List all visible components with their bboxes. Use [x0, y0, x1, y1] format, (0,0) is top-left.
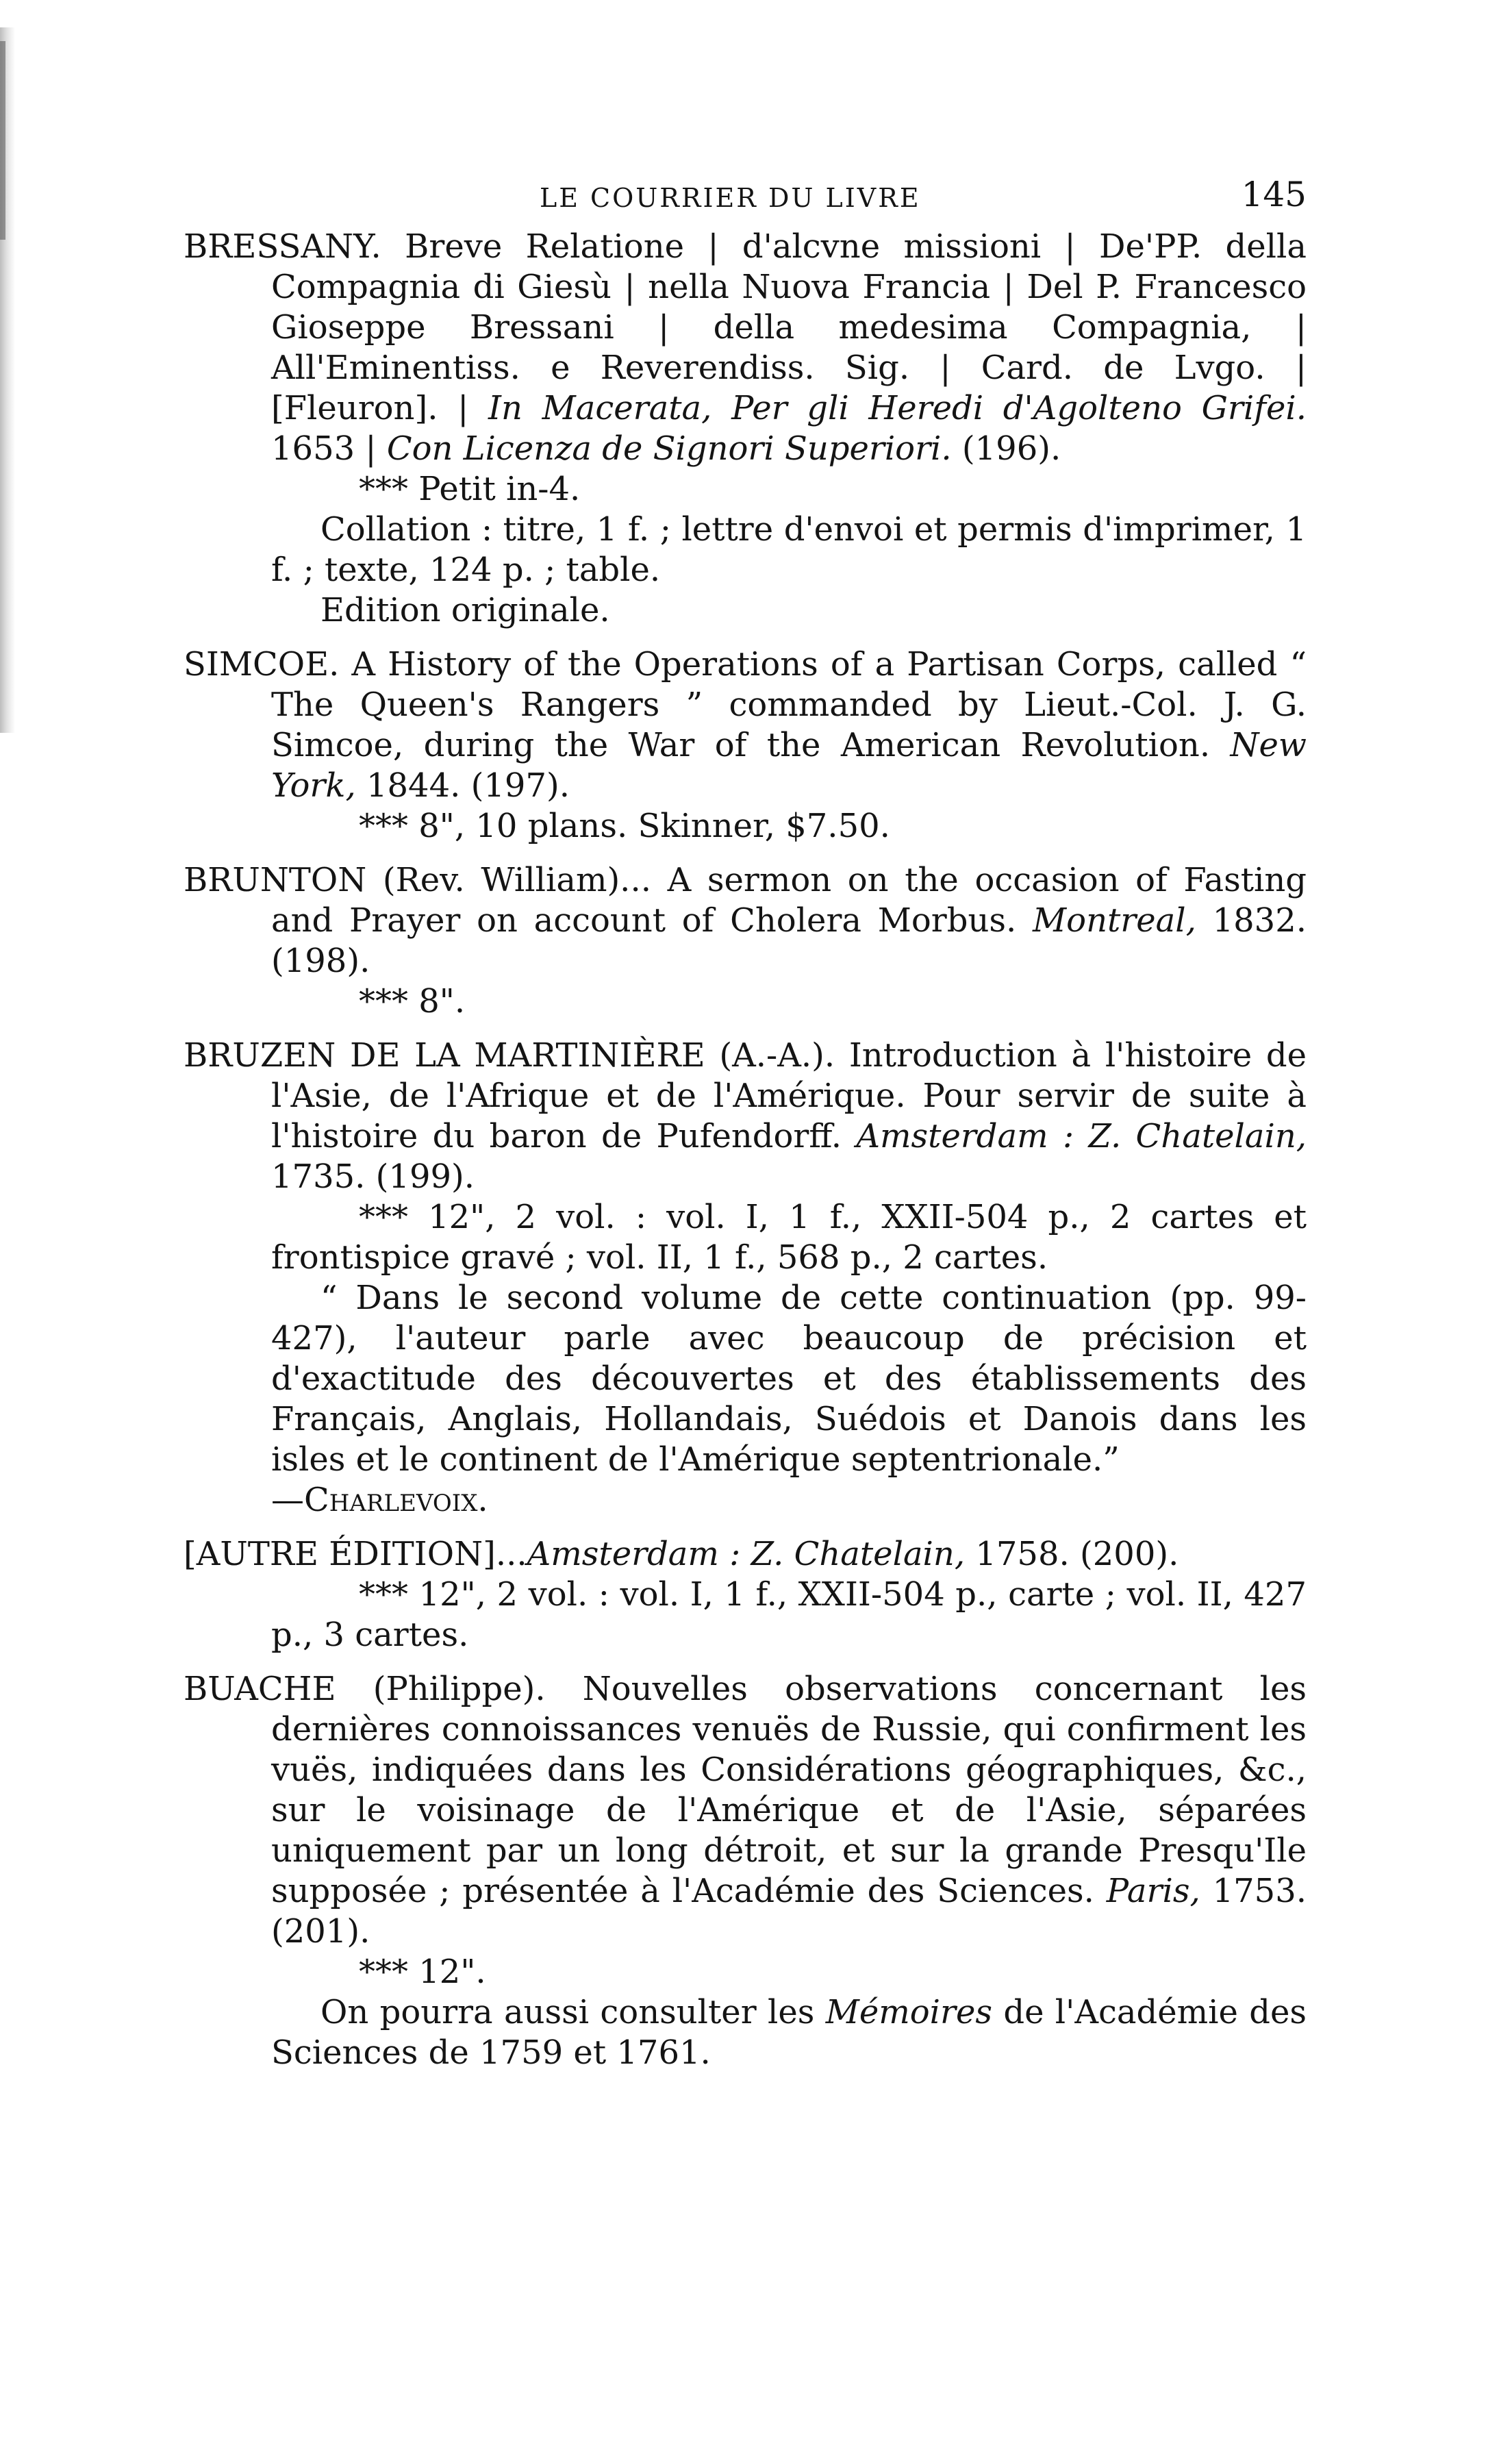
entry-brunton: BRUNTON (Rev. William)... A sermon on the occasion of Fasting and Prayer on account of Cholera Morbus. Montreal, 1832. (198). — [184, 861, 1307, 980]
page-binding-shadow — [0, 41, 5, 240]
format-line: *** 12", 2 vol. : vol. I, 1 f., XXII-504 p., carte ; vol. II, 427 p., 3 cartes. — [271, 1575, 1307, 1654]
imprint: Paris, — [1106, 1872, 1200, 1910]
entry-simcoe: SIMCOE. A History of the Operations of a Partisan Corps, called “ The Queen's Rangers ” commanded by Lieut.-Col. J. G. Simcoe, during the War of the American Revolution. New York, 1844. (197). — [184, 645, 1307, 805]
quotation: “ Dans le second volume de cette continuation (pp. 99-427), l'auteur parle avec beaucoup de précision et d'exactitude des découvertes et des établissements des Français, Anglais, Hollandais, Suédois et Danois dans les isles et le continent de l'Amérique septentrionale.” — [271, 1279, 1307, 1479]
licence-note: Con Licenza de Signori Superiori. — [386, 429, 952, 468]
format-line: *** 12", 2 vol. : vol. I, 1 f., XXII-504 p., 2 cartes et frontispice gravé ; vol. II, 1 f., 568 p., 2 cartes. — [271, 1198, 1307, 1277]
imprint: New York, — [271, 726, 1307, 805]
page-number: 145 — [1241, 175, 1307, 214]
entry-buache: BUACHE (Philippe). Nouvelles observations concernant les dernières connoissances venuës de Russie, qui confirment les vuës, indiquées dans les Considérations géographiques, &c., sur le voisinage de l'Amérique et de l'Asie, séparées uniquement par un long détroit, et sur la grande Presqu'Ile supposée ; présentée à l'Académie des Sciences. Paris, 1753. (201). — [184, 1670, 1307, 1951]
imprint: In Macerata, Per gli Heredi d'Agolteno Grifei. — [488, 389, 1307, 427]
running-title: LE COURRIER DU LIVRE — [540, 183, 921, 213]
entry-bressany: BRESSANY. Breve Relatione | d'alcvne missioni | De'PP. della Compagnia di Giesù | nella Nuova Francia | Del P. Francesco Gioseppe Bressani | della medesima Compagnia, | All'Eminentiss. e Reverendiss. Sig. | Card. de Lvgo. | [Fleuron]. | In Macerata, Per gli Heredi d'Agolteno Grifei. 1653 | Con Licenza de Signori Superiori. (196). — [184, 227, 1307, 468]
edition-note: Edition originale. — [320, 591, 610, 629]
format-line: *** 12". — [359, 1953, 486, 1991]
imprint: Montreal, — [1033, 901, 1196, 940]
closing-note: On pourra aussi consulter les Mémoires de l'Académie des Sciences de 1759 et 1761. — [271, 1993, 1307, 2072]
entry-autre-edition: [AUTRE ÉDITION]...Amsterdam : Z. Chatelain, 1758. (200). — [184, 1535, 1179, 1573]
book-page — [184, 175, 1307, 2073]
entry-bruzen: BRUZEN DE LA MARTINIÈRE (A.-A.). Introduction à l'histoire de l'Asie, de l'Afrique et de l'Amérique. Pour servir de suite à l'histoire du baron de Pufendorff. Amsterdam : Z. Chatelain, 1735. (199). — [184, 1036, 1307, 1196]
memoires-title: Mémoires — [825, 1993, 993, 2031]
collation-line: Collation : titre, 1 f. ; lettre d'envoi et permis d'imprimer, 1 f. ; texte, 124 p. ; table. — [271, 510, 1307, 589]
format-line: *** 8", 10 plans. Skinner, $7.50. — [359, 807, 890, 845]
format-line: *** Petit in-4. — [359, 470, 581, 508]
imprint: Amsterdam : Z. Chatelain, — [856, 1117, 1307, 1155]
running-head — [184, 175, 1307, 223]
format-line: *** 8". — [359, 982, 466, 1021]
quotation-attribution: —Charlevoix. — [271, 1481, 488, 1519]
imprint: Amsterdam : Z. Chatelain, — [527, 1535, 966, 1573]
